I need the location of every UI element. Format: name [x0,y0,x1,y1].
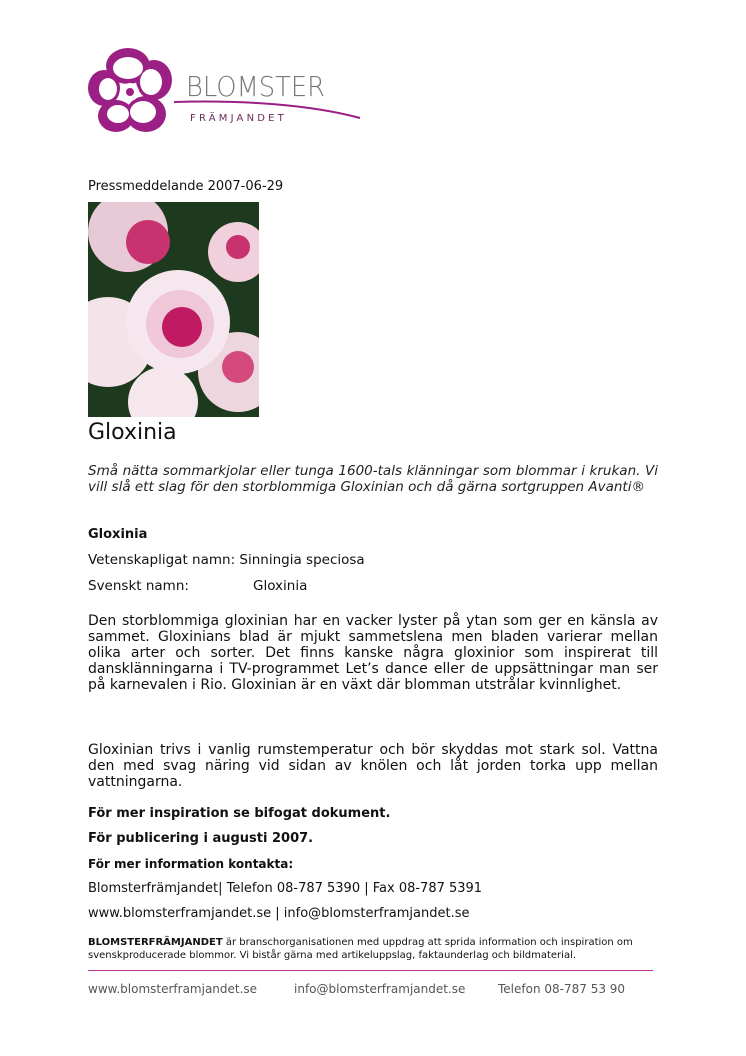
swedish-name-label: Svenskt namn: [88,578,189,594]
footer-divider [88,970,653,971]
contact-line-2: www.blomsterframjandet.se | info@blomsterframjandet.se [88,906,470,921]
body-paragraph-2: Gloxinian trivs i vanlig rumstemperatur och bör skyddas mot stark sol. Vattna den med svag näring vid sidan av knölen och låt jorden torka upp mellan vattningarna. [88,742,658,790]
logo-subtitle: FRÄMJANDET [190,113,287,124]
contact-heading: För mer information kontakta: [88,857,294,871]
section-heading: Gloxinia [88,527,148,542]
lead-paragraph: Små nätta sommarkjolar eller tunga 1600-tals klänningar som blommar i krukan. Vi vill slå ett slag för den storblommiga Gloxinian och då gärna sortgruppen Avanti® [88,463,658,495]
gloxinia-photo [88,202,259,417]
press-release-date: Pressmeddelande 2007-06-29 [88,179,284,194]
organisation-description: är branschorganisationen med uppdrag att sprida information och inspiration om svenskproducerade blommor. Vi bistår gärna med artikeluppslag, faktaunderlag och bildmaterial. [88,937,633,961]
logo-wordmark: BLOMSTER [186,70,326,103]
organisation-note [88,937,658,962]
page-title: Gloxinia [88,420,177,445]
publish-note: För publicering i augusti 2007. [88,831,314,846]
footer-phone: Telefon 08-787 53 90 [498,982,626,996]
swedish-name-value: Gloxinia [253,578,308,594]
footer-website-link[interactable]: www.blomsterframjandet.se [88,982,258,996]
contact-line-1: Blomsterfrämjandet| Telefon 08-787 5390 | Fax 08-787 5391 [88,881,483,896]
scientific-name: Vetenskapligat namn: Sinningia speciosa [88,552,365,568]
pink-gloxinia-flower-photo-icon [88,202,259,417]
organisation-name: BLOMSTERFRÄMJANDET [88,937,223,948]
body-paragraph-1: Den storblommiga gloxinian har en vacker lyster på ytan som ger en känsla av sammet. Gloxinians blad är mjukt sammetslena men bladen varierar mellan olika arter och sorter. Det finns kanske några gloxinior som inspirerat till dansklänningarna i TV-programmet Let’s dance eller de uppsättningar man ser på karnevalen i Rio. Gloxinian är en växt där blomman utstrålar kvinnlighet. [88,613,658,693]
inspiration-note: För mer inspiration se bifogat dokument. [88,806,391,821]
footer-email-link[interactable]: info@blomsterframjandet.se [294,982,466,996]
